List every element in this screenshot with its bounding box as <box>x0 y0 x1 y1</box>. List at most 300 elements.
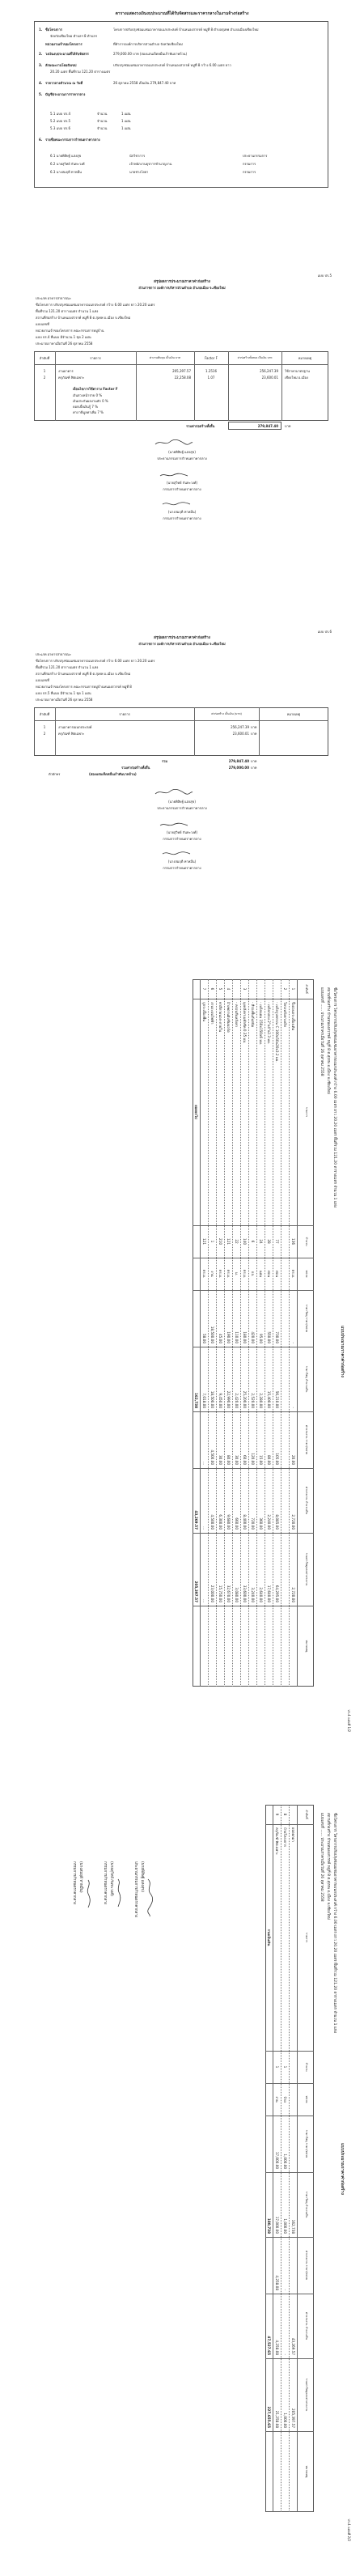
table-cell: 24 <box>259 1239 263 1244</box>
document-page-5 <box>0 1780 364 2576</box>
form-field: ประมาณราคาเมื่อวันที่ 26 ตุลาคม 2558 <box>36 698 93 702</box>
table-cell: 205,397.57 <box>291 2408 295 2428</box>
table-cell: 5 <box>218 987 222 991</box>
table-cell: 22,990.00 <box>226 1390 231 1408</box>
table-cell: 33,600.00 <box>243 1585 247 1602</box>
header-rule <box>34 720 328 721</box>
table-cell: กล. <box>251 1271 255 1277</box>
item-label: บัญชีประมาณการราคากลาง <box>45 92 86 96</box>
total-words: (สองแสนเจ็ดหมื่นเก้าพันบาทถ้วน) <box>89 772 137 776</box>
sum-value: 279,847.40 <box>257 424 278 428</box>
row-rule <box>208 979 209 1687</box>
table-cell: - <box>283 2353 287 2355</box>
budget-row-amount: จำนวน <box>97 112 108 116</box>
table-cell: 8 <box>283 1813 287 1816</box>
table-cell: 1,000.00 <box>283 2413 287 2428</box>
carry-label: ยอดยกไป <box>194 1105 198 1119</box>
row-rule <box>240 979 241 1687</box>
item-number: 2. <box>39 52 43 56</box>
form-field: หน่วยงานเจ้าของโครงการ คณะกรรมการหมู่บ้าน <box>36 329 104 333</box>
signer-role: กรรมการกำหนดราคากลาง <box>163 516 201 520</box>
col-rule <box>136 351 137 421</box>
signer-role: กรรมการกำหนดราคากลาง <box>163 487 201 491</box>
col-header: รวมค่าวัสดุและค่าแรงงาน <box>305 1552 308 1586</box>
signer-name: (นายสุวิทย์ กันทะวงศ์) <box>166 830 198 834</box>
sum-unit: บาท <box>251 759 257 763</box>
col-header: ค่าแรงงาน ราคา/หน่วย <box>305 1424 308 1455</box>
table-cell: 660.00 <box>235 1517 239 1530</box>
row-no: 1 <box>43 369 46 373</box>
table-cell: 1,000.00 <box>283 2154 287 2169</box>
col-header: หมายเหตุ <box>298 356 312 360</box>
table-cell: 32,670.00 <box>226 1585 231 1602</box>
header-line: ชื่อโครงการ โครงการปรับปรุงซ่อมแซมอาคารอเนกประสงค์ กว้าง 6.00 เมตร ยาว 20.20 เมตร พื้นที่รวม 121.20 ตารางเมตร จำนวน 1 แห่ง <box>332 987 336 1208</box>
header-rule <box>34 364 328 365</box>
table-cell: ... <box>202 1462 206 1465</box>
budget-row-unit: 1 แผ่น <box>121 112 131 116</box>
page-label: ปร.4 แผ่นที่ 2/2 <box>347 2519 351 2541</box>
sum-value: 47,527.65 <box>267 2336 271 2355</box>
table-cell: 3,240.00 <box>251 1587 255 1602</box>
signer-name: (นางสมฤดี ทาหมื่น) <box>167 859 197 864</box>
signature-image <box>115 1878 123 1910</box>
table-cell: ป้ายโครงการ <box>283 1827 287 1847</box>
row-unit: บาท <box>251 732 257 736</box>
table-cell: - เหล็กรูปพรรณ C 100x50x20x3.2 มม. <box>275 1002 279 1063</box>
row-amount: 23,600.01 <box>232 732 249 736</box>
item-label: ชื่อโครงการ <box>45 28 62 32</box>
table-cell: ท่อน <box>275 1270 279 1278</box>
table-cell: 121 <box>226 1238 231 1245</box>
row-note: ใช้ราคามาตรฐาน <box>285 369 310 373</box>
page-label: แบบ ปร.6 <box>317 630 332 634</box>
col-header: ค่าก่อสร้าง เป็นเงิน (บาท) <box>211 712 242 715</box>
table-cell: 15,750.00 <box>218 1585 222 1602</box>
col-header: ลำดับที่ <box>305 1810 308 1819</box>
page-title: ตารางแสดงวงเงินงบประมาณที่ได้รับจัดสรรและราคากลางในงานจ้างก่อสร้าง <box>115 11 249 16</box>
table-cell: 22 <box>235 1239 239 1244</box>
table-cell: 25,200.00 <box>243 1390 247 1408</box>
item-text: ปรับปรุงซ่อมแซมอาคารอเนกประสงค์ บ้านหนองสวรรค์ หมู่ที่ 8 กว้าง 6.00 เมตร ยาว <box>113 63 231 67</box>
document-page-2 <box>0 267 364 575</box>
table-cell: 56,210.00 <box>275 1390 279 1408</box>
carry-value: 205,397.57 <box>194 1581 198 1602</box>
col-header: หมายเหตุ <box>286 712 301 716</box>
table-cell: 43,269.57 <box>291 2337 295 2355</box>
item-number: 1. <box>39 28 43 32</box>
total-value: 279,000.00 <box>228 766 249 770</box>
rotated-sheet <box>8 955 356 1748</box>
form-field: ประเภท อาคารสาธารณะ <box>36 296 71 300</box>
budget-row-label: 5.2 แบบ ปร.5 <box>50 119 71 123</box>
item-label: ลักษณะงานโดยสังเขป <box>45 63 77 67</box>
col-header: รายการ <box>305 1932 308 1943</box>
table-cell: โครงหลังคาเหล็ก <box>283 1002 287 1028</box>
table-cell: 180.00 <box>243 1331 247 1343</box>
table-cell: 80.00 <box>267 1455 271 1465</box>
form-field: ประมาณราคาเมื่อวันที่ 26 ตุลาคม 2558 <box>36 342 93 346</box>
page-title: แบบประมาณราคาค่าก่อสร้าง <box>340 1326 345 1377</box>
rotated-sheet <box>8 1780 356 2557</box>
signature-image <box>154 788 194 796</box>
table-cell: งานระบบไฟฟ้า <box>210 1002 214 1025</box>
table-cell: แผ่น <box>259 1270 263 1277</box>
document-page-4 <box>0 955 364 1764</box>
col-header: รายการ <box>90 356 101 360</box>
row-rule <box>289 979 290 1687</box>
table-cell: 6 <box>251 1240 255 1243</box>
row-note: เชียงใหม่ อ.เมือง <box>285 376 308 380</box>
table-cell: ท่อน <box>267 1270 271 1278</box>
table-cell: มุงหลังคาเมทัลชีท 0.35 มม. <box>243 1002 247 1044</box>
row-rule <box>256 979 257 1687</box>
table-cell: - <box>291 1342 295 1343</box>
table-cell: 4 <box>226 987 231 991</box>
table-cell: 2,720.00 <box>291 1587 295 1602</box>
table-cell: 28 <box>267 1239 271 1244</box>
table-cell: รื้อถอนกระเบื้องเดิม <box>291 1002 295 1031</box>
table-cell: 9 <box>275 1813 279 1816</box>
row-no: 2 <box>43 376 46 380</box>
page-label: แบบ ปร.5 <box>317 274 332 278</box>
row-total: 23,600.01 <box>261 376 278 380</box>
item-text: 20.20 เมตร พื้นที่รวม 121.20 ตารางเมตร <box>50 70 111 74</box>
table-cell: 4,500.00 <box>210 1514 214 1530</box>
item-label: หน่วยงานเจ้าของโครงการ <box>45 42 83 46</box>
table-cell: 45.00 <box>218 1334 222 1343</box>
col-header: Factor F <box>205 356 218 360</box>
table-cell: 162,738 <box>291 2219 295 2234</box>
table-cell: 550.00 <box>267 1331 271 1343</box>
condition-line: เงินล่วงหน้าจ่าย 0 % <box>73 393 103 397</box>
item-label: วงเงินงบประมาณที่ได้รับจัดสรร <box>45 52 89 56</box>
item-number: 3. <box>39 63 43 67</box>
col-header: หมายเหตุ <box>305 1640 308 1653</box>
col-header: จำนวน <box>305 2062 308 2072</box>
col-header: ราคาวัสดุ ราคา/หน่วย <box>305 1304 308 1333</box>
table-cell: 8,400.00 <box>243 1514 247 1530</box>
table-cell: - เหล็กแผ่น 150x150x6 มม. <box>259 1002 263 1046</box>
sum-value: 279,847.40 <box>228 759 249 763</box>
row-cost: 205,397.57 <box>172 369 191 373</box>
org-line: ส่วนราชการ องค์การบริหารส่วนตำบล อำเภอเมือง จ.เชียงใหม่ <box>138 642 226 646</box>
committee-position: เจ้าพนักงานธุรการชำนาญงาน <box>129 162 172 166</box>
table-cell: 17,640.00 <box>267 1585 271 1602</box>
col-header: หน่วย <box>305 1270 308 1278</box>
col-rule <box>228 351 229 421</box>
table-cell: 60.00 <box>243 1455 247 1465</box>
col-header: ราคาวัสดุ ราคา/หน่วย <box>305 2129 308 2158</box>
budget-row-label: 5.1 แบบ ปร.4 <box>50 112 71 116</box>
row-rule <box>289 1805 290 2512</box>
table-cell: 8,085.00 <box>275 1514 279 1530</box>
signer-role: กรรมการกำหนดราคากลาง <box>163 866 201 870</box>
table-cell: 15.00 <box>259 1455 263 1465</box>
header-rule <box>297 979 298 1687</box>
sum-unit: บาท <box>285 424 291 428</box>
table-cell: 9,450.00 <box>218 1393 222 1408</box>
table-cell: 3,080.00 <box>235 1587 239 1602</box>
signer-name: (นายพิสิษฐ์ แสงสุข) <box>168 800 196 804</box>
signer-role: ประธานกรรมการกำหนดราคากลาง <box>157 806 207 810</box>
table-cell: 1 <box>291 987 295 991</box>
document-page-1 <box>0 0 364 267</box>
table-cell: 420.00 <box>251 1331 255 1343</box>
row-item: งานอาคารอเนกประสงค์ <box>58 725 92 729</box>
header-rule <box>297 1805 298 2512</box>
table-cell: 210 <box>218 1238 222 1245</box>
table-cell: ทาสีภายนอก-ภายใน <box>218 1002 222 1033</box>
col-header: ราคาวัสดุ จำนวนเงิน <box>305 2191 308 2218</box>
table-cell: 1 <box>275 2065 279 2069</box>
table-cell: 18,500.00 <box>210 1390 214 1408</box>
col-header: หน่วย <box>305 2095 308 2103</box>
table-cell: 4,258.08 <box>275 2275 279 2290</box>
table-cell: ตร.ม. <box>226 1269 231 1279</box>
signature-image <box>154 439 194 447</box>
table-cell: ตร.ม. <box>202 1269 206 1279</box>
table-cell: ปูกระเบื้องพื้น <box>202 1002 206 1021</box>
table-cell: ยอดยกมา <box>291 1827 295 1842</box>
signer-name: (นายพิสิษฐ์ แสงสุข) <box>140 1861 144 1893</box>
table-cell: 2,420.00 <box>235 1393 239 1408</box>
table-cell: 4,500.00 <box>210 1449 214 1465</box>
table-cell: ตร.ม. <box>291 1269 295 1279</box>
form-field: พื้นที่รวม 121.20 ตารางเมตร จำนวน 1 แห่ง <box>36 309 99 313</box>
total-label: รวมค่าก่อสร้างทั้งสิ้น <box>121 766 150 770</box>
col-header: ลำดับที่ <box>39 356 50 360</box>
table-cell: 120.00 <box>251 1453 255 1465</box>
table-cell: 110.00 <box>235 1331 239 1343</box>
committee-role: ประธานกรรมการ <box>243 154 268 158</box>
col-header: ราคาวัสดุ จำนวนเงิน <box>305 1365 308 1393</box>
signature-image <box>159 821 191 829</box>
signature-image <box>84 1878 92 1910</box>
table-cell: 105.00 <box>275 1453 279 1465</box>
table-cell: - <box>291 1407 295 1408</box>
table-cell: 64,295.00 <box>275 1585 279 1602</box>
table-cell: 2,520.00 <box>251 1393 255 1408</box>
form-field: ชื่อโครงการ ปรับปรุงซ่อมแซมอาคารอเนกประสงค์ กว้าง 6.00 เมตร ยาว 20.20 เมตร <box>36 659 155 663</box>
col-header: รายการ <box>119 712 130 716</box>
budget-row-unit: 1 แผ่น <box>121 126 131 130</box>
table-cell: 77 <box>275 1239 279 1244</box>
committee-role: กรรมการ <box>243 162 256 166</box>
signer-name: (นายสุวิทย์ กันทะวงศ์) <box>109 1861 113 1896</box>
col-rule <box>194 351 195 421</box>
col-header: หมายเหตุ <box>305 2465 308 2478</box>
item-text: 279,000.00 บาท (สองแสนเจ็ดหมื่นเก้าพันบาทถ้วน) <box>113 52 188 56</box>
row-rule <box>232 979 233 1687</box>
sum-value: 227,655.65 <box>267 2406 271 2428</box>
col-header: จำนวน <box>305 1237 308 1246</box>
table-cell: 80.00 <box>226 1455 231 1465</box>
condition-line: ค่าภาษีมูลค่าเพิ่ม 7 % <box>73 410 104 414</box>
table-cell: 2,640.00 <box>259 1587 263 1602</box>
col-header: ค่าแรงงาน จำนวนเงิน <box>305 1486 308 1515</box>
col-header: ลำดับที่ <box>39 712 50 716</box>
table-cell: 2,240.00 <box>267 1514 271 1530</box>
signer-role: ประธานกรรมการกำหนดราคากลาง <box>157 456 207 460</box>
table-cell: - เหล็กกล่อง 2"x4"x2.3 มม. <box>267 1002 271 1045</box>
table-cell: ม. <box>235 1271 239 1276</box>
col-header: รวมค่าวัสดุและค่าแรงงาน <box>305 2378 308 2412</box>
committee-position: นักวิชาการ <box>129 154 146 158</box>
table-cell: งาน <box>210 1271 214 1277</box>
committee-position: นายช่างโยธา <box>129 170 149 174</box>
form-field: สถานที่ก่อสร้าง บ้านหนองสวรรค์ หมู่ที่ 8 ต.สุเทพ อ.เมือง จ.เชียงใหม่ <box>36 316 131 320</box>
sum-label: รวม <box>162 759 168 763</box>
table-cell: 4,258.08 <box>275 2340 279 2355</box>
row-rule <box>248 979 249 1687</box>
table-cell: 17,000.00 <box>275 2216 279 2234</box>
table-cell: 58.00 <box>202 1334 206 1343</box>
table-cell: ป้าย <box>283 2096 287 2103</box>
table-cell: 140 <box>243 1238 247 1245</box>
item-number: 5. <box>39 92 43 96</box>
table-cell: 6,300.00 <box>218 1514 222 1530</box>
table-cell: 2,280.00 <box>259 1393 263 1408</box>
table-cell: ตร.ม. <box>218 1269 222 1279</box>
row-factor: 1.07 <box>207 376 215 380</box>
row-item: งานอาคาร <box>58 369 74 373</box>
col-rule <box>281 351 282 421</box>
signer-role: ประธานกรรมการกำหนดราคากลาง <box>133 1861 138 1918</box>
table-cell: งาน <box>275 2096 279 2103</box>
table-cell: 1 <box>210 1240 214 1243</box>
table-cell: 3 <box>243 987 247 991</box>
form-field: แบบ ปร.4 ที่แนบ มีจำนวน 1 ชุด 2 แผ่น <box>36 335 91 339</box>
signer-name: (นายสุวิทย์ กันทะวงศ์) <box>166 481 198 485</box>
item-number: 6. <box>39 138 43 142</box>
table-cell: 2 <box>283 987 287 991</box>
page-title: สรุปผลการประมาณราคาค่าก่อสร้าง <box>154 280 210 284</box>
form-field: แบบเลขที่ <box>36 678 49 682</box>
sum-value: 180,738 <box>267 2217 271 2234</box>
table-cell: 17,000.00 <box>275 2151 279 2169</box>
signer-role: กรรมการกำหนดราคากลาง <box>163 837 201 841</box>
header-line: แบบเลขที่ ...... ประมาณราคาเมื่อวันที่ 26 ตุลาคม 2558 <box>320 1813 324 1902</box>
table-cell: 6 <box>210 987 214 991</box>
header-line: สถานที่ก่อสร้าง บ้านหนองสวรรค์ หมู่ที่ 8 ต.สุเทพ อ.เมือง จ.เชียงใหม่ <box>326 1813 330 1920</box>
form-field: ประเภท อาคารสาธารณะ <box>36 652 71 656</box>
row-cost: 22,258.08 <box>174 376 191 380</box>
total-unit: บาท <box>251 766 257 770</box>
table-cell: 30.00 <box>235 1455 239 1465</box>
header-line: สถานที่ก่อสร้าง บ้านหนองสวรรค์ หมู่ที่ 8 ต.สุเทพ อ.เมือง จ.เชียงใหม่ <box>326 987 330 1094</box>
carry-value: 162,738 <box>194 1392 198 1408</box>
table-cell: ... <box>202 1526 206 1530</box>
signature-image <box>160 850 193 858</box>
item-label: ราคากลางคำนวณ ณ วันที่ <box>45 81 83 85</box>
table-cell: 9,680.00 <box>226 1514 231 1530</box>
header-line: ชื่อโครงการ โครงการปรับปรุงซ่อมแซมอาคารอเนกประสงค์ กว้าง 6.00 เมตร ยาว 20.20 เมตร พื้นที่รวม 121.20 ตารางเมตร จำนวน 1 แห่ง <box>332 1813 336 2034</box>
budget-row-label: 5.3 แบบ ปร.6 <box>50 126 71 130</box>
row-unit: บาท <box>251 725 257 729</box>
table-cell: 20.00 <box>291 1455 295 1465</box>
col-header: ค่างานต้นทุน เป็นเงิน บาท <box>149 356 181 359</box>
table-cell: 1,000.00 <box>283 2218 287 2234</box>
header-line: แบบเลขที่ ...... ประมาณราคาเมื่อวันที่ 26 ตุลาคม 2558 <box>320 987 324 1076</box>
row-factor: 1.2516 <box>205 369 217 373</box>
table-cell: 30.00 <box>218 1455 222 1465</box>
signature-image <box>160 500 193 508</box>
col-header: รายการ <box>305 1106 308 1118</box>
carry-value: 43,269.57 <box>194 1510 198 1530</box>
committee-name: 6.2 นายสุวิทย์ กันทะวงศ์ <box>50 162 85 166</box>
form-field: สถานที่ก่อสร้าง บ้านหนองสวรรค์ หมู่ที่ 8 ต.สุเทพ อ.เมือง จ.เชียงใหม่ <box>36 672 131 676</box>
item-label: รายชื่อคณะกรรมการกำหนดราคากลาง <box>45 138 100 142</box>
table-cell: ฝ้าเพดานยิปซัมบอร์ด <box>226 1002 231 1033</box>
signer-name: (นางสมฤดี ทาหมื่น) <box>78 1861 83 1893</box>
row-rule <box>216 979 217 1687</box>
budget-row-amount: จำนวน <box>97 126 108 130</box>
signature-image <box>159 471 191 479</box>
table-cell: 7,018.00 <box>202 1393 206 1408</box>
col-header: ค่าก่อสร้างทั้งหมด เป็นเงิน บาท <box>237 356 273 359</box>
signer-name: (นางสมฤดี ทาหมื่น) <box>167 510 197 514</box>
row-no: 1 <box>43 725 46 729</box>
condition-line: เงินประกันผลงานหัก 0 % <box>73 399 108 403</box>
row-amount: 256,247.39 <box>231 725 249 729</box>
table-cell: - <box>283 2289 287 2290</box>
table-cell: 1 <box>283 2065 287 2069</box>
item-number: 4. <box>39 81 43 85</box>
table-cell: 121 <box>202 1238 206 1245</box>
committee-name: 6.3 นางสมฤดี ทาหมื่น <box>50 170 82 174</box>
row-rule <box>224 979 225 1687</box>
table-cell: 23,000.00 <box>210 1585 214 1602</box>
form-field: หน่วยงานเจ้าของโครงการ คณะกรรมการหมู่บ้านหนองสวรรค์ หมู่ที่ 8 <box>36 685 132 689</box>
sum-label: รวมค่าก่อสร้างทั้งสิ้น <box>186 424 215 428</box>
table-cell: 136 <box>291 1238 295 1245</box>
table-cell: 730.00 <box>275 1331 279 1343</box>
col-header: ค่าแรงงาน ราคา/หน่วย <box>305 2250 308 2281</box>
table-cell: 18,500.00 <box>210 1326 214 1343</box>
row-no: 2 <box>43 732 46 736</box>
document-page-3 <box>0 623 364 915</box>
signer-name: (นายพิสิษฐ์ แสงสุข) <box>168 450 196 454</box>
signer-role: กรรมการกำหนดราคากลาง <box>103 1861 107 1905</box>
table-cell: 7 <box>202 987 206 991</box>
item-text: จังหวัดเชียงใหม่ ตำบลฯ 8 ตำบลฯ <box>50 34 97 38</box>
row-item: ครุภัณฑ์ ฟิตเฉพาะ <box>58 376 85 380</box>
form-field: แบบเลขที่ <box>36 322 49 326</box>
budget-row-unit: 1 แผ่น <box>121 119 131 123</box>
page-title: แบบประมาณราคาค่าก่อสร้าง <box>340 2143 345 2195</box>
committee-name: 6.1 นายพิสิษฐ์ แสงสุข <box>50 154 82 158</box>
table-cell: - สีรองพื้นกันสนิม <box>251 1002 255 1028</box>
table-cell: 21,258.08 <box>275 2410 279 2428</box>
form-field: ชื่อโครงการ ปรับปรุงซ่อมแซมอาคารอเนกประสงค์ กว้าง 6.00 เมตร ยาว 20.20 เมตร <box>36 303 155 307</box>
col-header: ค่าแรงงาน จำนวนเงิน <box>305 2311 308 2340</box>
condition-line: ดอกเบี้ยเงินกู้ 7 % <box>73 405 99 409</box>
budget-row-amount: จำนวน <box>97 119 108 123</box>
committee-role: กรรมการ <box>243 170 256 174</box>
sum-label: รวมเป็นเงิน <box>267 1929 271 1946</box>
row-total: 256,247.39 <box>260 369 278 373</box>
page-label: ปร.4 แผ่นที่ 1/2 <box>347 1709 351 1732</box>
table-cell: 2,720.00 <box>291 1514 295 1530</box>
col-header: ลำดับที่ <box>305 984 308 994</box>
table-cell: ครุภัณฑ์ ฟิตเฉพาะ <box>275 1827 279 1855</box>
item-text: ที่ทำการองค์การบริหารส่วนตำบล จังหวัดเชียงใหม่ <box>113 42 183 46</box>
signer-role: กรรมการกำหนดราคากลาง <box>72 1861 76 1905</box>
total-words-label: ตัวอักษร <box>49 772 61 776</box>
table-cell: 190.00 <box>226 1331 231 1343</box>
col-rule <box>55 351 56 421</box>
table-cell: ... <box>202 1599 206 1602</box>
